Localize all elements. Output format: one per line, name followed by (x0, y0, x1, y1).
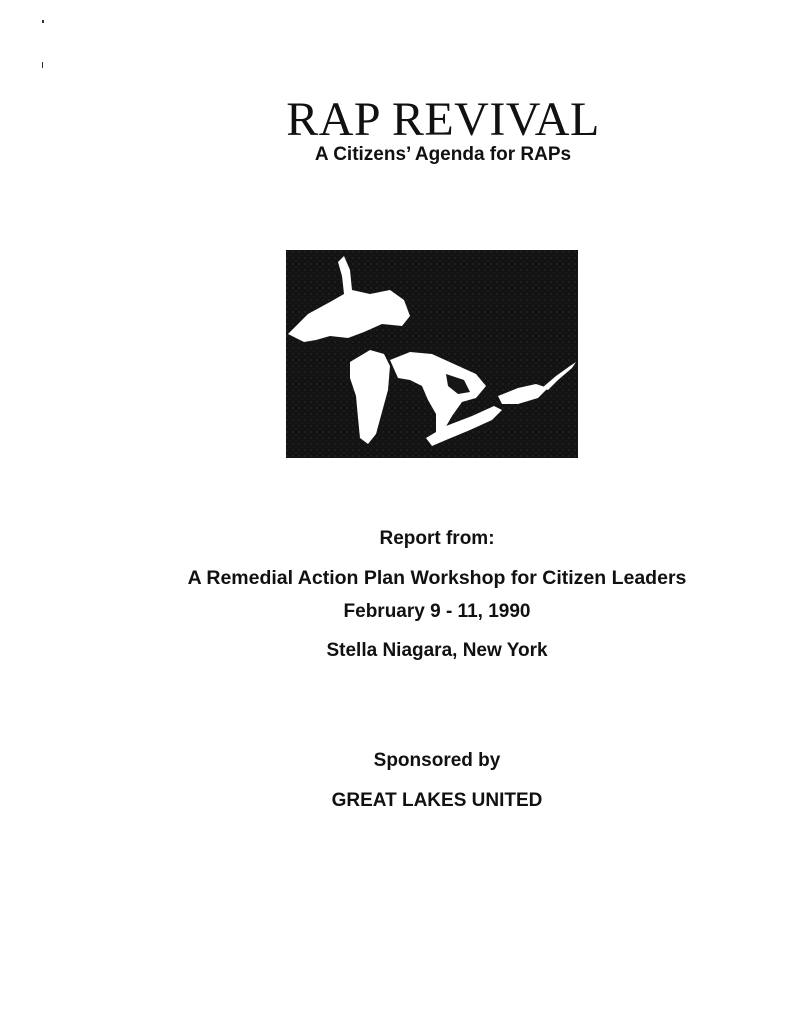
scan-speck (42, 62, 43, 68)
scan-speck (42, 20, 44, 23)
great-lakes-map-icon (286, 250, 578, 458)
sponsor-label: Sponsored by (373, 750, 501, 771)
document-title: RAP REVIVAL (286, 93, 600, 146)
sponsor-name: GREAT LAKES UNITED (331, 790, 543, 811)
document-subtitle: A Citizens’ Agenda for RAPs (314, 144, 572, 165)
workshop-name: A Remedial Action Plan Workshop for Citizen Leaders (187, 567, 687, 589)
workshop-location: Stella Niagara, New York (326, 640, 548, 661)
workshop-dates: February 9 - 11, 1990 (343, 601, 531, 622)
report-intro: Report from: (379, 528, 495, 549)
